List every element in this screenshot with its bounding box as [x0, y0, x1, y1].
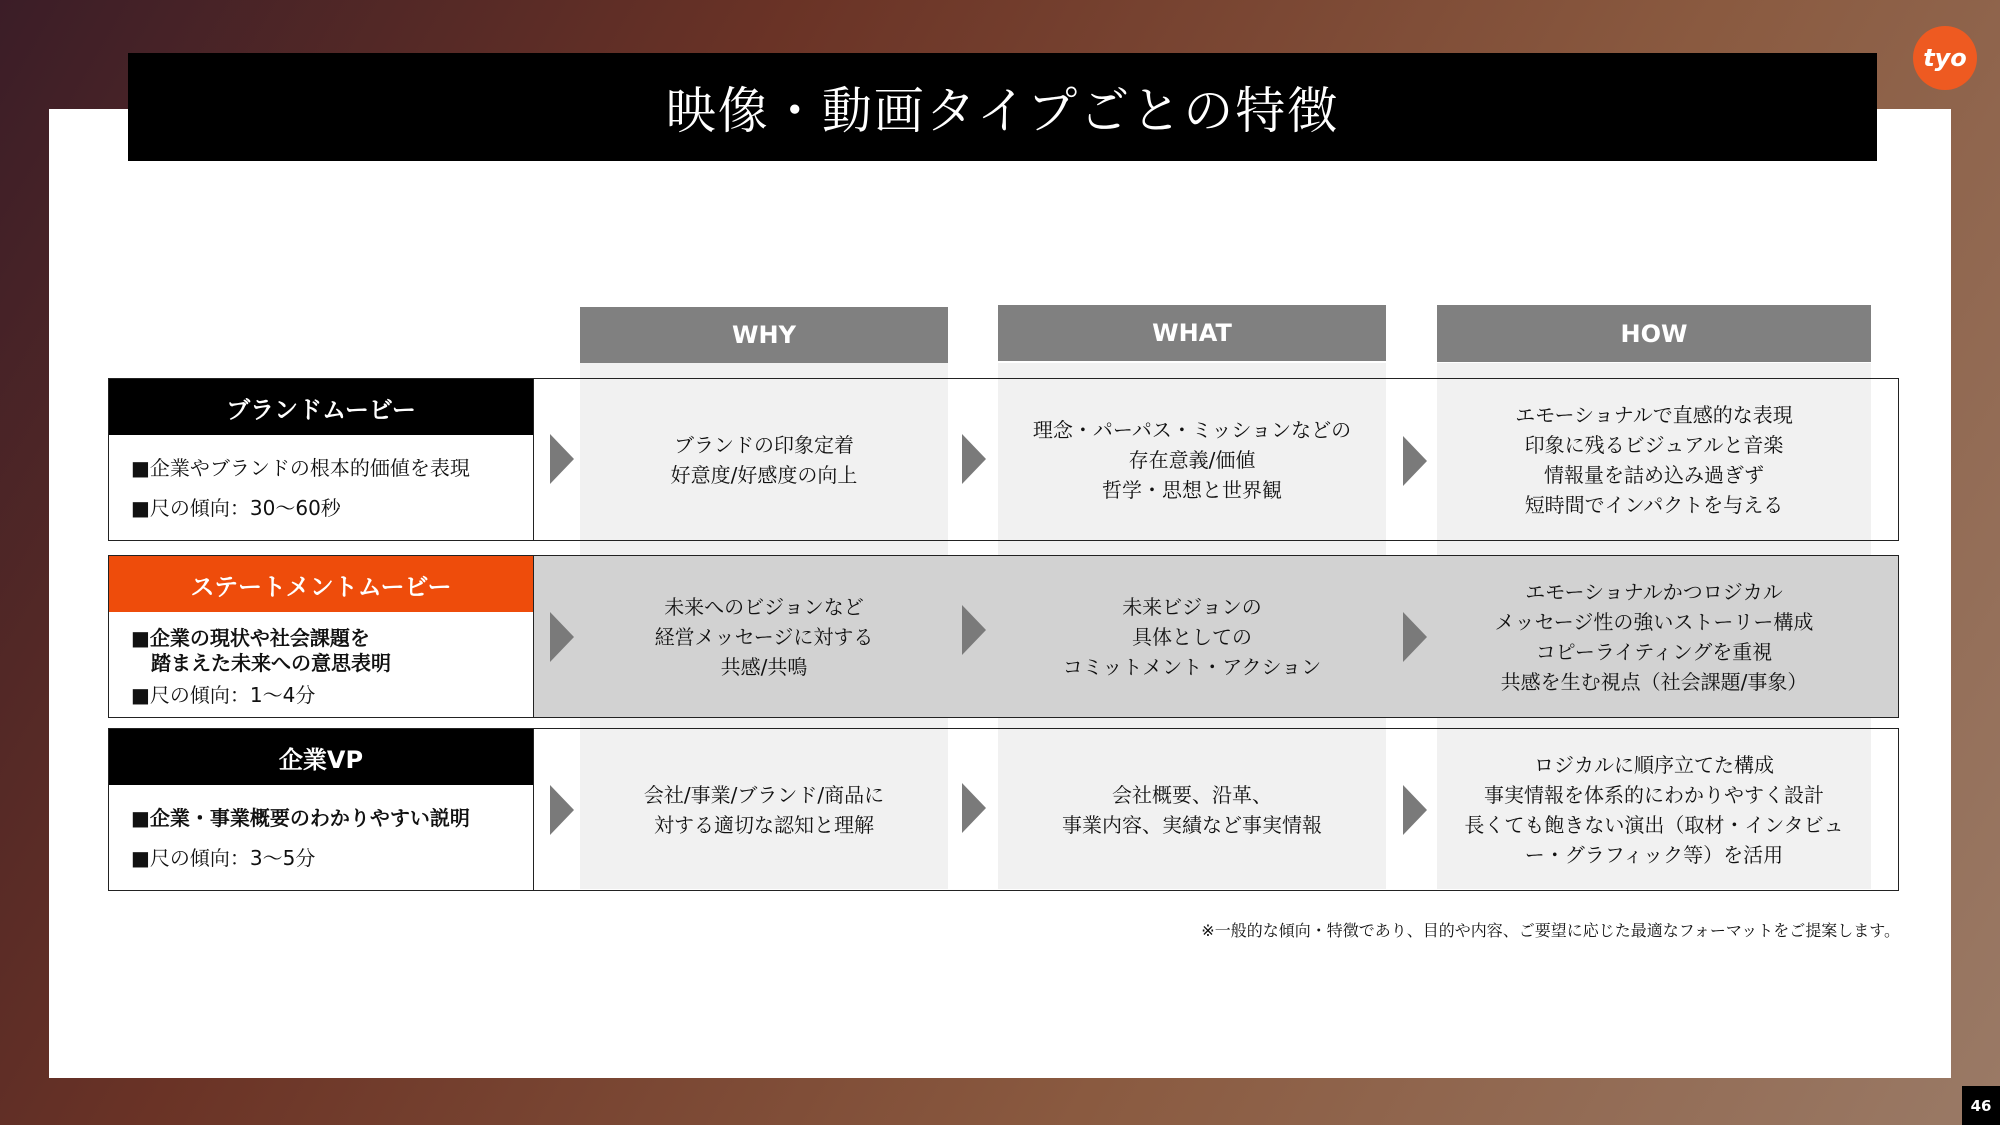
row-duration: ■尺の傾向：3〜5分 [131, 846, 316, 870]
arrow-icon [1403, 785, 1427, 835]
column-header-how: HOW [1437, 305, 1871, 362]
row-title: ブランドムービー [109, 379, 533, 435]
cell-what: 理念・パーパス・ミッションなどの 存在意義/価値 哲学・思想と世界観 [1032, 418, 1352, 502]
row-duration: ■尺の傾向：30〜60秒 [131, 496, 341, 520]
arrow-icon [1403, 612, 1427, 662]
arrow-icon [962, 783, 986, 833]
cell-why: 会社/事業/ブランド/商品に 対する適切な認知と理解 [643, 783, 885, 837]
cell-what: 未来ビジョンの 具体としての コミットメント・アクション [1062, 595, 1322, 679]
cell-why: ブランドの印象定着 好意度/好感度の向上 [670, 433, 858, 487]
footnote: ※一般的な傾向・特徴であり、目的や内容、ご要望に応じた最適なフォーマットをご提案します。 [1201, 921, 1900, 940]
row-label-brand [109, 379, 534, 540]
column-header-what: WHAT [998, 305, 1386, 361]
row-duration: ■尺の傾向：1〜4分 [131, 683, 316, 707]
cell-how: エモーショナルかつロジカル メッセージ性の強いストーリー構成 コピーライティングを重視 共感を生む視点（社会課題/事象） [1494, 580, 1814, 694]
cell-how: エモーショナルで直感的な表現 印象に残るビジュアルと音楽 情報量を詰め込み過ぎず 短時間でインパクトを与える [1515, 403, 1793, 517]
row-description: ■企業の現状や社会課題を 踏まえた未来への意思表明 [131, 626, 391, 675]
row-title: ステートメントムービー [109, 556, 533, 612]
arrow-icon [550, 434, 574, 484]
cell-why: 未来へのビジョンなど 経営メッセージに対する 共感/共鳴 [654, 595, 874, 679]
row-description: ■企業やブランドの根本的価値を表現 [131, 456, 470, 480]
page-number: 46 [1962, 1086, 2000, 1125]
row-title: 企業VP [109, 729, 533, 785]
column-header-why: WHY [580, 307, 948, 363]
cell-what: 会社概要、沿革、 事業内容、実績など事実情報 [1062, 783, 1322, 837]
arrow-icon [550, 612, 574, 662]
row-description: ■企業・事業概要のわかりやすい説明 [131, 806, 470, 830]
row-label-statement [109, 556, 534, 717]
row-label-vp [109, 729, 534, 890]
arrow-icon [550, 785, 574, 835]
slide-title: 映像・動画タイプごとの特徴 [128, 53, 1877, 161]
arrow-icon [962, 434, 986, 484]
arrow-icon [962, 605, 986, 655]
tyo-logo: tyo [1913, 26, 1977, 90]
cell-how: ロジカルに順序立てた構成 事実情報を体系的にわかりやすく設計 長くても飽きない演出（取材・インタビュ ー・グラフィック等）を活用 [1464, 753, 1844, 867]
arrow-icon [1403, 436, 1427, 486]
